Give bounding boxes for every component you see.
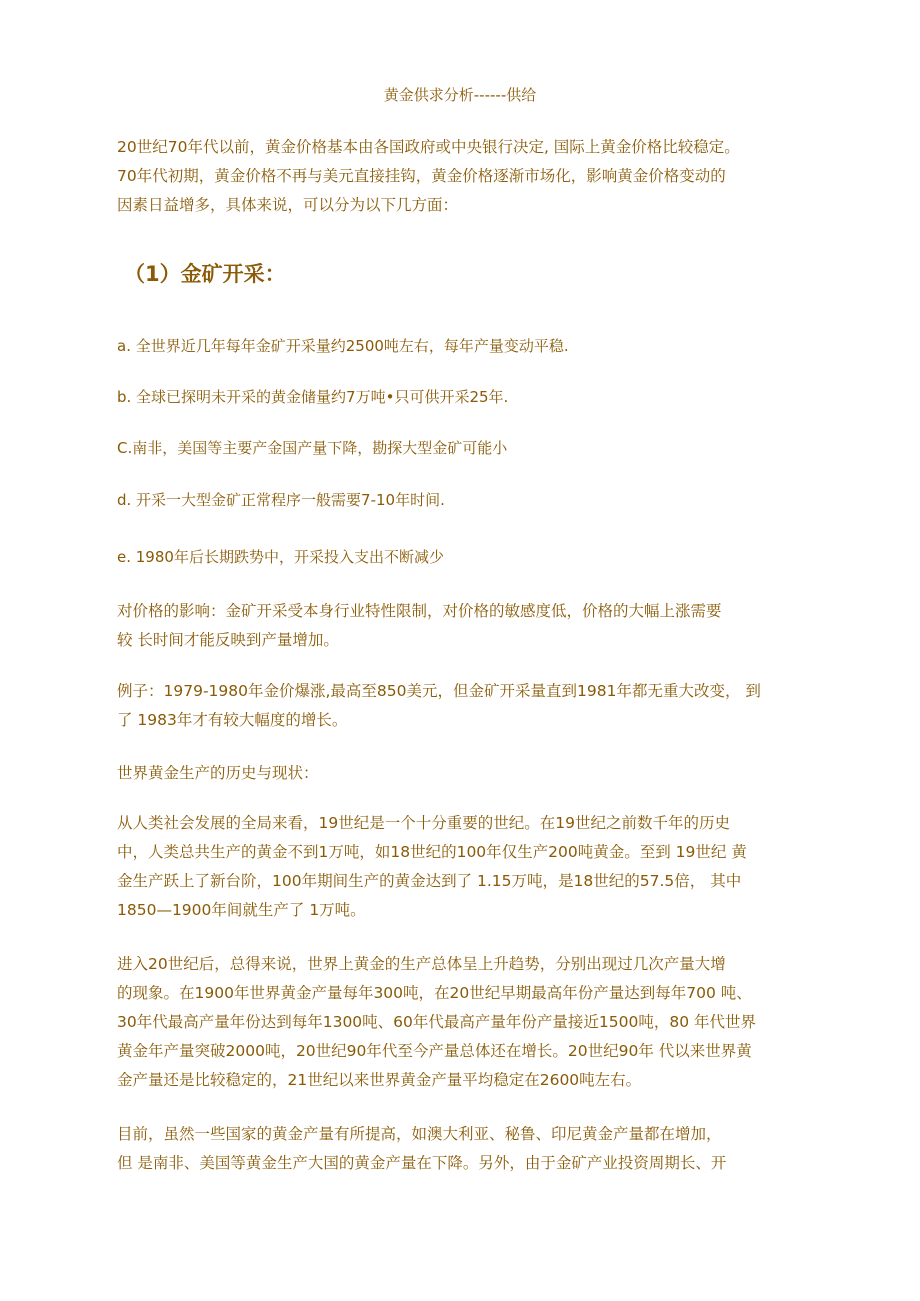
text-line: 金生产跃上了新台阶，100年期间生产的黄金达到了 1.15万吨，是18世纪的57.5倍， 其中: [117, 872, 742, 890]
text-line: 中，人类总共生产的黄金不到1万吨，如18世纪的100年仅生产200吨黄金。至到 19世纪 黄: [117, 843, 747, 861]
section-heading: （1）金矿开采：: [124, 262, 286, 286]
text-line: 黄金年产量突破2000吨，20世纪90年代至今产量总体还在增长。20世纪90年 代以来世界黄: [117, 1042, 752, 1060]
text-line: 从人类社会发展的全局来看，19世纪是一个十分重要的世纪。在19世纪之前数千年的历史: [117, 814, 730, 832]
text-line: 进入20世纪后，总得来说，世界上黄金的生产总体呈上升趋势，分别出现过几次产量大增: [117, 955, 726, 973]
list-item: e. 1980年后长期跌势中，开采投入支出不断减少: [117, 548, 444, 566]
list-item: d. 开采一大型金矿正常程序一般需要7-10年时间.: [117, 491, 445, 509]
text-line: 20世纪70年代以前，黄金价格基本由各国政府或中央银行决定, 国际上黄金价格比较稳定。: [117, 138, 740, 156]
text-line: 金产量还是比较稳定的，21世纪以来世界黄金产量平均稳定在2600吨左右。: [117, 1071, 642, 1089]
document-title: 黄金供求分析------供给: [383, 86, 537, 104]
text-line: 因素日益增多，具体来说，可以分为以下几方面：: [117, 196, 459, 214]
text-line: 世界黄金生产的历史与现状：: [117, 764, 319, 782]
text-line: 例子：1979-1980年金价爆涨,最高至850美元，但金矿开采量直到1981年都无重大改变， 到: [117, 682, 761, 700]
intro-paragraph: [117, 133, 807, 220]
text-line: 较 长时间才能反映到产量增加。: [117, 631, 339, 649]
example-paragraph: [117, 677, 807, 735]
text-line: 1850—1900年间就生产了 1万吨。: [117, 901, 366, 919]
text-line: 30年代最高产量年份达到每年1300吨、60年代最高产量年份产量接近1500吨，80 年代世界: [117, 1013, 756, 1031]
text-line: 目前，虽然一些国家的黄金产量有所提高，如澳大利亚、秘鲁、印尼黄金产量都在增加，: [117, 1125, 722, 1143]
price-impact-paragraph: [117, 597, 807, 655]
twentieth-century-paragraph: [117, 950, 807, 1095]
text-line: 70年代初期，黄金价格不再与美元直接挂钩，黄金价格逐渐市场化，影响黄金价格变动的: [117, 167, 726, 185]
list-item: a. 全世界近几年每年金矿开采量约2500吨左右，每年产量变动平稳.: [117, 337, 569, 355]
text-line: 了 1983年才有较大幅度的增长。: [117, 711, 348, 729]
text-line: 的现象。在1900年世界黄金产量每年300吨，在20世纪早期最高年份产量达到每年700 吨、: [117, 984, 752, 1002]
list-item: b. 全球已探明未开采的黄金储量约7万吨•只可供开采25年.: [117, 388, 509, 406]
nineteenth-century-paragraph: [117, 809, 807, 925]
current-situation-paragraph: [117, 1120, 807, 1178]
list-item: C.南非，美国等主要产金国产量下降，勘探大型金矿可能小: [117, 439, 508, 457]
text-line: 但 是南非、美国等黄金生产大国的黄金产量在下降。另外，由于金矿产业投资周期长、开: [117, 1154, 727, 1172]
history-heading: [117, 759, 807, 788]
text-line: 对价格的影响：金矿开采受本身行业特性限制，对价格的敏感度低，价格的大幅上涨需要: [117, 602, 722, 620]
